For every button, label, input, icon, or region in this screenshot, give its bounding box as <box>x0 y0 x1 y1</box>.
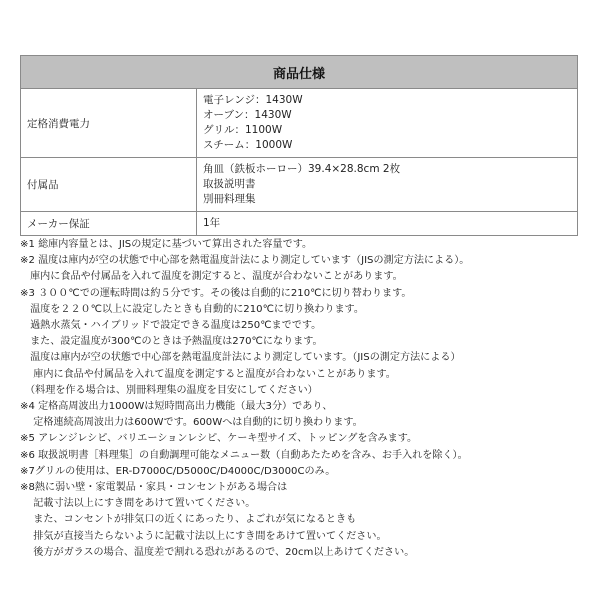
footnote-line: 定格連続高周波出力は600Wです。600Wへは自動的に切り換わります。 <box>20 417 363 429</box>
footnote-line: 過熱水蒸気・ハイブリッドで設定できる温度は250℃までです。 <box>20 320 322 332</box>
footnote-line: 庫内に食品や付属品を入れて温度を測定すると、温度が合わないことがあります。 <box>20 271 403 283</box>
footnote-line: （料理を作る場合は、別冊料理集の温度を目安にしてください） <box>20 384 318 396</box>
spec-value-line: 1年 <box>203 217 221 229</box>
spec-value <box>197 212 578 236</box>
footnote-line: 後方がガラスの場合、温度差で割れる恐れがあるので、20cm以上あけてください。 <box>20 546 415 558</box>
footnote-line: 庫内に食品や付属品を入れて温度を測定すると温度が合わないことがあります。 <box>20 368 396 380</box>
spec-table <box>20 55 578 236</box>
footnote-line: ※1 総庫内容量とは、JISの規定に基づいて算出された容量です。 <box>20 239 313 250</box>
spec-label: 定格消費電力 <box>21 89 197 158</box>
spec-label: 付属品 <box>21 158 197 212</box>
footnote-line: ※5 アレンジレシピ、バリエーションレシピ、ケーキ型サイズ、トッピングを含みます。 <box>20 433 418 445</box>
footnote-line: ※2 温度は庫内が空の状態で中心部を熱電温度計法により測定しています（JISの測定方法による）。 <box>20 255 470 267</box>
spec-value-line: 別冊料理集 <box>203 193 256 205</box>
footnote-line: ※6 取扱説明書［料理集］の自動調理可能なメニュー数（自動あたためを含み、お手入れを除く）。 <box>20 449 468 461</box>
spec-value-line: 取扱説明書 <box>203 178 256 190</box>
footnote-line: ※3 ３００℃での運転時間は約５分です。その後は自動的に210℃に切り替わります。 <box>20 287 412 299</box>
footnote-line: ※7グリルの使用は、ER-D7000C/D5000C/D4000C/D3000Cのみ。 <box>20 465 336 477</box>
spec-value-line: 角皿（鉄板ホーロー）39.4×28.8cm 2枚 <box>203 163 401 175</box>
spec-value-line: 電子レンジ：1430W <box>203 94 303 106</box>
footnote-line: 排気が直接当たらないように記載寸法以上にすき間をあけて置いてください。 <box>20 530 387 542</box>
spec-row-accessories <box>21 158 578 212</box>
spec-value-line: オーブン：1430W <box>203 109 292 121</box>
spec-row-power <box>21 89 578 158</box>
spec-header-row <box>21 56 578 89</box>
footnotes <box>20 237 590 561</box>
footnote-line: ※4 定格高周波出力1000Wは短時間高出力機能（最大3分）であり、 <box>20 401 333 413</box>
spec-row-warranty <box>21 212 578 236</box>
spec-value <box>197 89 578 158</box>
footnote-line: ※8熱に弱い壁・家電製品・家具・コンセントがある場合は <box>20 482 288 494</box>
footnote-line: 温度は庫内が空の状態で中心部を熱電温度計法により測定しています。（JISの測定方法による） <box>20 352 461 364</box>
footnote-line: また、設定温度が300℃のときは予熱温度は270℃になります。 <box>20 336 323 348</box>
spec-value-line: グリル：1100W <box>203 124 283 136</box>
footnote-line: 記載寸法以上にすき間をあけて置いてください。 <box>20 498 256 510</box>
footnote-line: また、コンセントが排気口の近くにあったり、よごれが気になるときも <box>20 514 357 526</box>
spec-value-line: スチーム：1000W <box>203 139 293 151</box>
spec-value <box>197 158 578 212</box>
spec-label: メーカー保証 <box>21 212 197 236</box>
footnote-line: 温度を２２０℃以上に設定したときも自動的に210℃に切り換わります。 <box>20 303 364 315</box>
spec-title: 商品仕様 <box>21 56 578 89</box>
